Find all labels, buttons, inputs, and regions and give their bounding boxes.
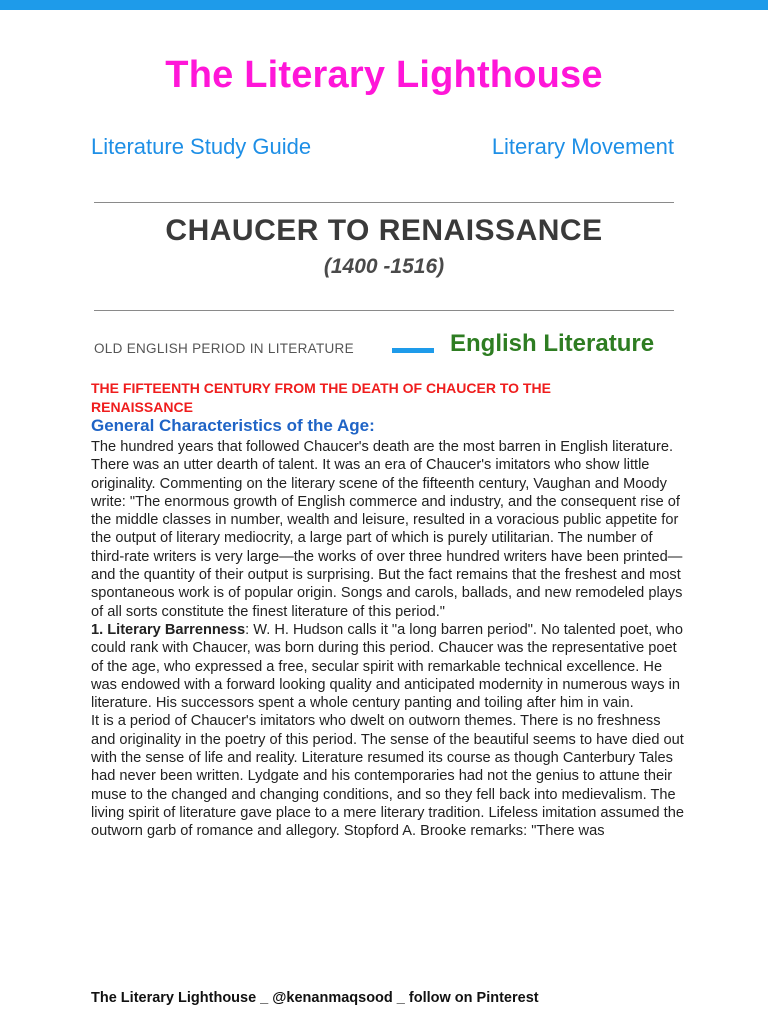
nav-link-study-guide[interactable]: Literature Study Guide: [91, 134, 312, 159]
article-date-range: (1400 -1516): [323, 255, 445, 278]
point-label: 1. Literary Barrenness: [91, 621, 246, 638]
paragraph-literary-barrenness: [91, 621, 687, 712]
footer-credit: The Literary Lighthouse _ @kenanmaqsood _ follow on Pinterest: [91, 990, 539, 1006]
category-label: English Literature: [450, 330, 655, 357]
breadcrumb-separator-bar: [392, 348, 434, 353]
breadcrumb-period: OLD ENGLISH PERIOD IN LITERATURE: [94, 341, 354, 356]
section-heading: THE FIFTEENTH CENTURY FROM THE DEATH OF CHAUCER TO THE RENAISSANCE: [91, 380, 551, 415]
point-text: : W. H. Hudson calls it "a long barren period". No talented poet, who could rank with Chaucer, was born during this period. Chaucer was the representative poet of the age, who expressed a free, secular spirit with remarkable technical excellence. He was endowed with a forward looking quality and anticipated modernity in numerous ways in literature. His successors spent a whole century panting and toiling after him in vain.: [91, 621, 684, 712]
article-title: CHAUCER TO RENAISSANCE: [165, 214, 603, 247]
divider-top: [94, 202, 674, 203]
article-body: [91, 438, 687, 841]
paragraph-intro: The hundred years that followed Chaucer's death are the most barren in English literature. There was an utter dearth of talent. It was an era of Chaucer's imitators who show little originality. Commenting on the literary scene of the fifteenth century, Vaughan and Moody write: "The enormous growth of English commerce and industry, and the consequent rise of the middle classes in number, wealth and leisure, resulted in a voracious public appetite for the output of literary mediocrity, a large part of which is purely utilitarian. The number of third-rate writers is very large—the works of over three hundred writers have been printed— and the quantity of their output is surprising. But the fact remains that the freshest and most spontaneous work is of popular origin. Songs and carols, ballads, and new remodeled plays of all sorts constitute the finest literature of this period.": [91, 439, 683, 620]
divider-bottom: [94, 310, 674, 311]
top-accent-bar: [0, 0, 768, 10]
site-title: The Literary Lighthouse: [165, 54, 603, 96]
nav-link-literary-movement[interactable]: Literary Movement: [491, 134, 674, 159]
sub-heading: General Characteristics of the Age:: [91, 416, 375, 435]
paragraph-imitators: It is a period of Chaucer's imitators who dwelt on outworn themes. There is no freshness and originality in the poetry of this period. The sense of the beautiful seems to have died out with the sense of life and reality. Literature resumed its course as though Canterbury Tales had never been written. Lydgate and his contemporaries had not the genius to attune their muse to the changed and changing conditions, and so they fell back into medievalism. The living spirit of literature gave place to a mere literary tradition. Lifeless imitation assumed the outworn garb of romance and allegory. Stopford A. Brooke remarks: "There was: [91, 713, 684, 840]
category-row: [94, 330, 684, 364]
